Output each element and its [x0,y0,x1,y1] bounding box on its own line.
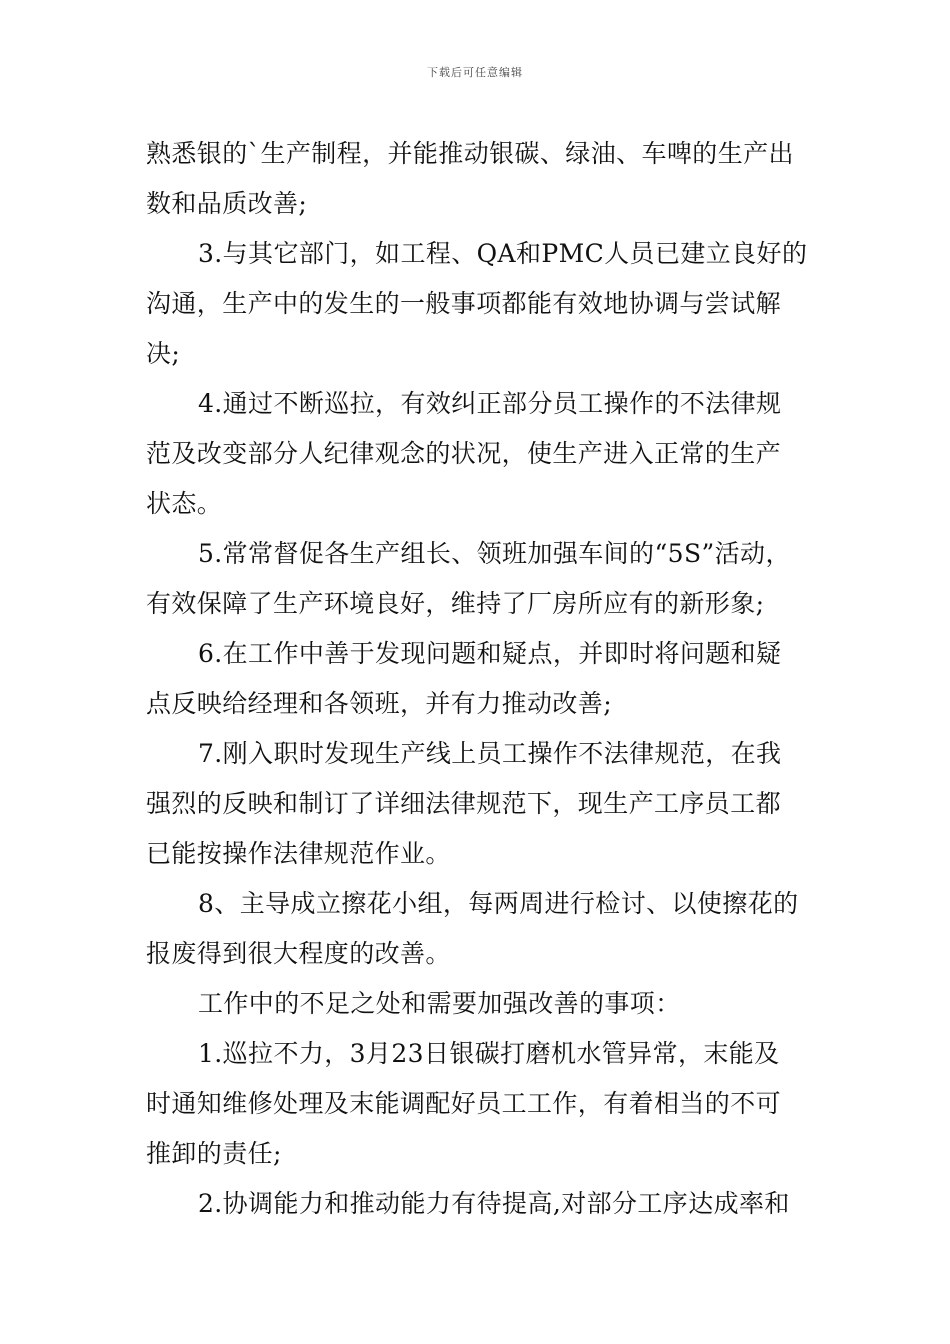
text-line: 数和品质改善; [146,189,308,218]
text-line: 沟通，生产中的发生的一般事项都能有效地协调与尝试解 [146,289,782,318]
text-line: 有效保障了生产环境良好，维持了厂房所应有的新形象; [146,589,765,618]
text-line: 时通知维修处理及末能调配好员工工作，有着相当的不可 [146,1089,782,1118]
text-line: 已能按操作法律规范作业。 [146,839,451,868]
text-line: 范及改变部分人纪律观念的状况，使生产进入正常的生产 [146,439,782,468]
text-line: 4.通过不断巡拉，有效纠正部分员工操作的不法律规 [198,389,782,418]
text-line: 推卸的责任; [146,1139,282,1168]
document-body [146,129,808,1229]
text-line: 2.协调能力和推动能力有待提高,对部分工序达成率和 [198,1189,790,1218]
text-line: 1.巡拉不力，3月23日银碳打磨机水管异常，末能及 [198,1039,780,1068]
text-line: 5.常常督促各生产组长、领班加强车间的“5S”活动， [198,539,791,568]
text-line: 7.刚入职时发现生产线上员工操作不法律规范，在我 [198,739,782,768]
text-line: 3.与其它部门，如工程、QA和PMC人员已建立良好的 [198,239,808,268]
text-line: 状态。 [146,489,223,518]
text-line: 强烈的反映和制订了详细法律规范下，现生产工序员工都 [146,789,782,818]
text-line: 8、主导成立擦花小组，每两周进行检讨、以使擦花的 [198,889,799,918]
text-line: 6.在工作中善于发现问题和疑点，并即时将问题和疑 [198,639,782,668]
text-line: 熟悉银的`生产制程，并能推动银碳、绿油、车啤的生产出 [146,139,794,168]
section-heading: 工作中的不足之处和需要加强改善的事项： [198,989,681,1018]
text-line: 决; [146,339,181,368]
page-header: 下载后可任意编辑 [427,66,523,79]
text-line: 报废得到很大程度的改善。 [146,939,451,968]
text-line: 点反映给经理和各领班，并有力推动改善; [146,689,613,718]
